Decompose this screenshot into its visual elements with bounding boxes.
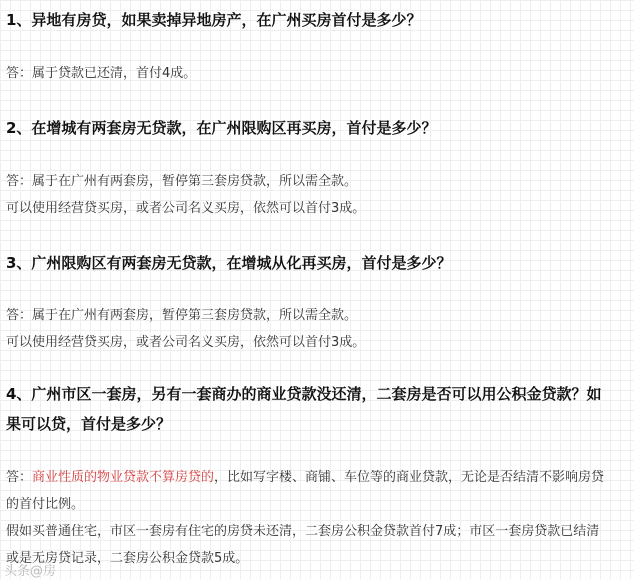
answer-paragraph-2: 假如买普通住宅，市区一套房有住宅的房贷未还清，二套房公积金贷款首付7成；市区一套房贷款已结清或是无房贷记录，二套房公积金贷款5成。	[6, 524, 600, 566]
watermark-text: 头条@房	[4, 564, 57, 579]
question-4-title: 4、广州市区一套房，另有一套商办的商业贷款没还清，二套房是否可以用公积金贷款？如果可以贷，首付是多少？	[6, 385, 602, 433]
answer-line: 答：属于贷款已还清，首付4成。	[6, 66, 197, 81]
answer-prefix: 答：	[6, 470, 33, 485]
answer-line: 答：属于在广州有两套房，暂停第三套房贷款，所以需全款。	[6, 174, 358, 189]
answer-rest: ，比如写字楼、商铺、车位等的商业贷款，无论是否结清不影响房贷的首付比例。	[6, 470, 605, 512]
answer-paragraph-1	[6, 464, 606, 518]
question-3-answer	[6, 302, 606, 356]
question-3-title: 3、广州限购区有两套房无贷款，在增城从化再买房，首付是多少？	[6, 254, 452, 272]
question-1-answer	[6, 60, 606, 87]
answer-line: 可以使用经营贷买房，或者公司名义买房，依然可以首付3成。	[6, 335, 366, 350]
question-4-answer	[6, 464, 606, 572]
answer-highlight: 商业性质的物业贷款不算房贷的	[32, 470, 215, 485]
question-1-title: 1、异地有房贷，如果卖掉异地房产，在广州买房首付是多少？	[6, 11, 422, 29]
question-2-answer	[6, 168, 606, 222]
answer-line: 可以使用经营贷买房，或者公司名义买房，依然可以首付3成。	[6, 201, 366, 216]
question-2-title: 2、在增城有两套房无贷款，在广州限购区再买房，首付是多少？	[6, 119, 437, 137]
answer-line: 答：属于在广州有两套房，暂停第三套房贷款，所以需全款。	[6, 308, 358, 323]
